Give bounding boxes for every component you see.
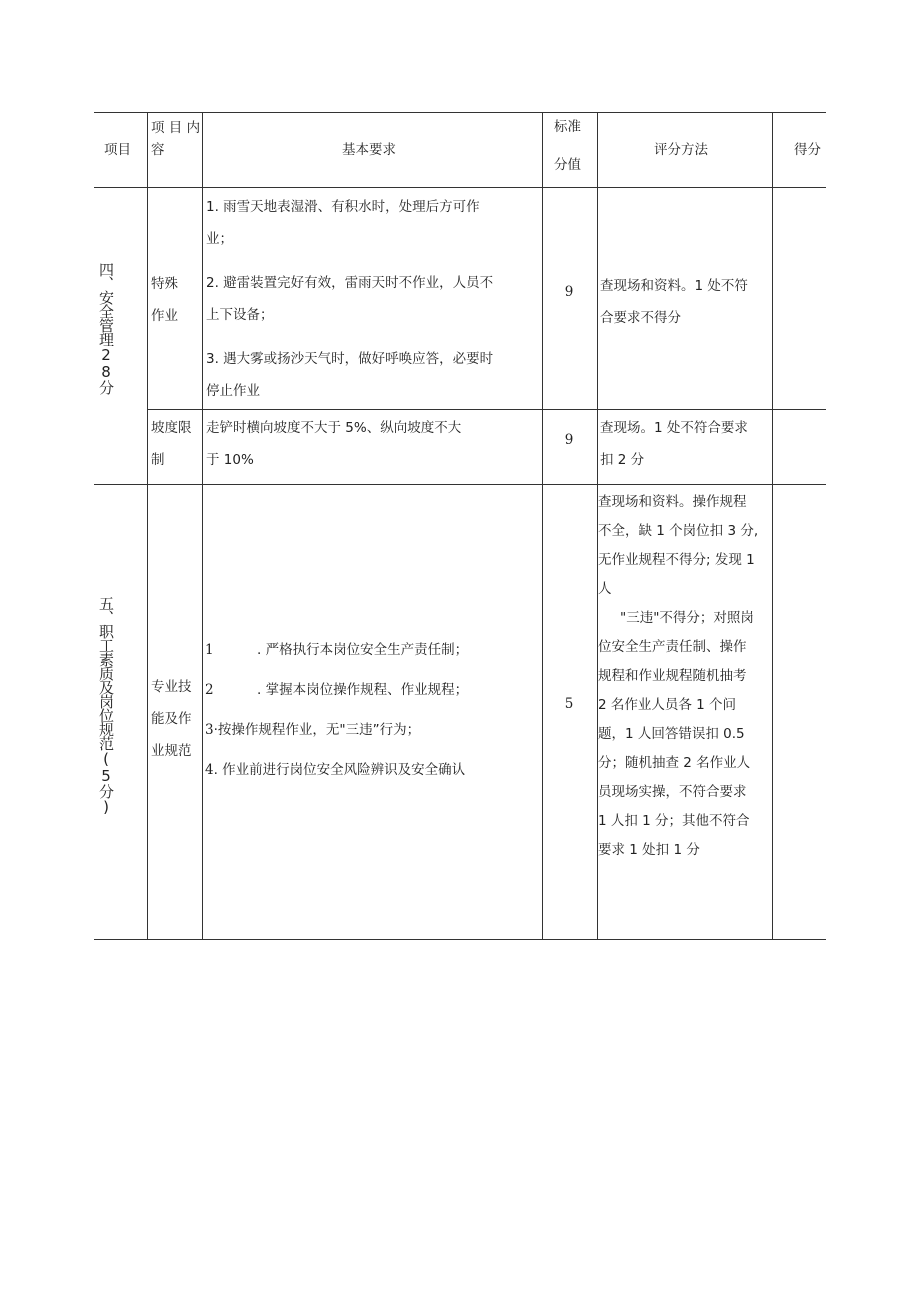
requirement-item (205, 630, 468, 670)
method-line: 查现场。1 处不符合要求 (600, 420, 748, 436)
header-item: 项目 (104, 142, 131, 158)
requirement-num: 4 (205, 762, 214, 778)
item-content-line: 专业技 (151, 679, 192, 695)
score-cell[interactable] (776, 432, 824, 464)
scoring-method (598, 488, 758, 865)
item-content-line: 能及作 (151, 711, 192, 727)
requirement-item (205, 750, 468, 790)
item-content-line: 业规范 (151, 743, 192, 759)
col-divider (202, 112, 203, 939)
requirement-text (206, 412, 461, 476)
col-divider (542, 112, 543, 939)
method-line: 人 (598, 581, 612, 597)
requirement-line: 上下设备； (206, 307, 274, 323)
method-line: 无作业规程不得分; 发现 1 (598, 552, 755, 568)
section-divider (94, 484, 826, 485)
requirement-text (206, 191, 493, 407)
header-method: 评分方法 (654, 142, 708, 158)
method-line: 题，1 人回答错误扣 0.5 (598, 726, 745, 742)
method-line: 1 人扣 1 分；其他不符合 (598, 813, 750, 829)
method-line: 位安全生产责任制、操作 (598, 639, 747, 655)
method-line: 2 名作业人员各 1 个问 (598, 697, 737, 713)
section-title: 四、安全管理28分 (97, 262, 115, 394)
method-line: 规程和作业规程随机抽考 (598, 668, 747, 684)
header-content (151, 117, 200, 161)
item-content-line: 制 (151, 452, 165, 468)
method-line: 分；随机抽查 2 名作业人 (598, 755, 751, 771)
header-score: 得分 (794, 142, 821, 158)
requirement-line: 2. 避雷装置完好有效，雷雨天时不作业，人员不 (206, 275, 494, 291)
col-divider (147, 112, 148, 939)
requirement-text (205, 630, 468, 790)
table-top-rule (94, 112, 826, 113)
item-content-line: 特殊 (151, 276, 178, 292)
requirement-item-text: . 严格执行本岗位安全生产责任制； (257, 642, 469, 658)
method-line: 员现场实操，不符合要求 (598, 784, 747, 800)
method-line: 合要求不得分 (600, 310, 681, 326)
col-divider (772, 112, 773, 939)
requirement-line: 3. 遇大雾或扬沙天气时，做好呼唤应答，必要时 (206, 351, 494, 367)
method-line: 要求 1 处扣 1 分 (598, 842, 700, 858)
method-line: 不全，缺 1 个岗位扣 3 分, (598, 523, 759, 539)
row-divider (147, 409, 826, 410)
section-title: 五、职工素质及岗位规范(5分) (97, 596, 115, 815)
standard-score: 5 (564, 696, 574, 712)
header-bottom-rule (94, 187, 826, 188)
score-cell[interactable] (776, 284, 824, 316)
score-cell[interactable] (776, 696, 824, 728)
requirement-line: 1. 雨雪天地表湿滑、有积水时，处理后方可作 (206, 199, 480, 215)
requirement-line: 走铲时横向坡度不大于 5%、纵向坡度不大 (206, 420, 462, 436)
method-line: 查现场和资料。操作规程 (598, 494, 747, 510)
requirement-item (205, 670, 468, 710)
header-standard (554, 108, 581, 184)
requirement-line: 停止作业 (206, 383, 260, 399)
method-line: 查现场和资料。1 处不符 (600, 278, 748, 294)
method-line: 扣 2 分 (600, 452, 645, 468)
requirement-item-text: . 掌握本岗位操作规程、作业规程； (257, 682, 469, 698)
item-content-line: 坡度限 (151, 420, 192, 436)
requirement-item (205, 710, 468, 750)
scoring-method (600, 412, 748, 476)
requirement-item-text: ·按操作规程作业，无"三违”行为； (213, 722, 421, 738)
scoring-method (600, 270, 748, 334)
requirement-num: 3 (205, 722, 214, 738)
item-content-line: 作业 (151, 308, 178, 324)
requirement-line: 业； (206, 231, 233, 247)
header-content-line: 项 目 内 (151, 120, 201, 136)
header-requirement: 基本要求 (342, 142, 396, 158)
header-standard-line: 分值 (554, 157, 581, 173)
item-content (151, 412, 192, 476)
requirement-num: 2 (205, 682, 214, 698)
standard-score: 9 (564, 284, 574, 300)
requirement-line: 于 10% (206, 452, 254, 468)
item-content (151, 268, 178, 332)
table-bottom-rule (94, 939, 826, 940)
requirement-num: 1 (205, 642, 214, 658)
header-content-line: 容 (151, 142, 165, 158)
method-line: "三违"不得分；对照岗 (620, 610, 754, 626)
standard-score: 9 (564, 432, 574, 448)
header-standard-line: 标准 (554, 119, 581, 135)
requirement-item-text: . 作业前进行岗位安全风险辨识及安全确认 (213, 762, 466, 778)
item-content (151, 671, 192, 767)
